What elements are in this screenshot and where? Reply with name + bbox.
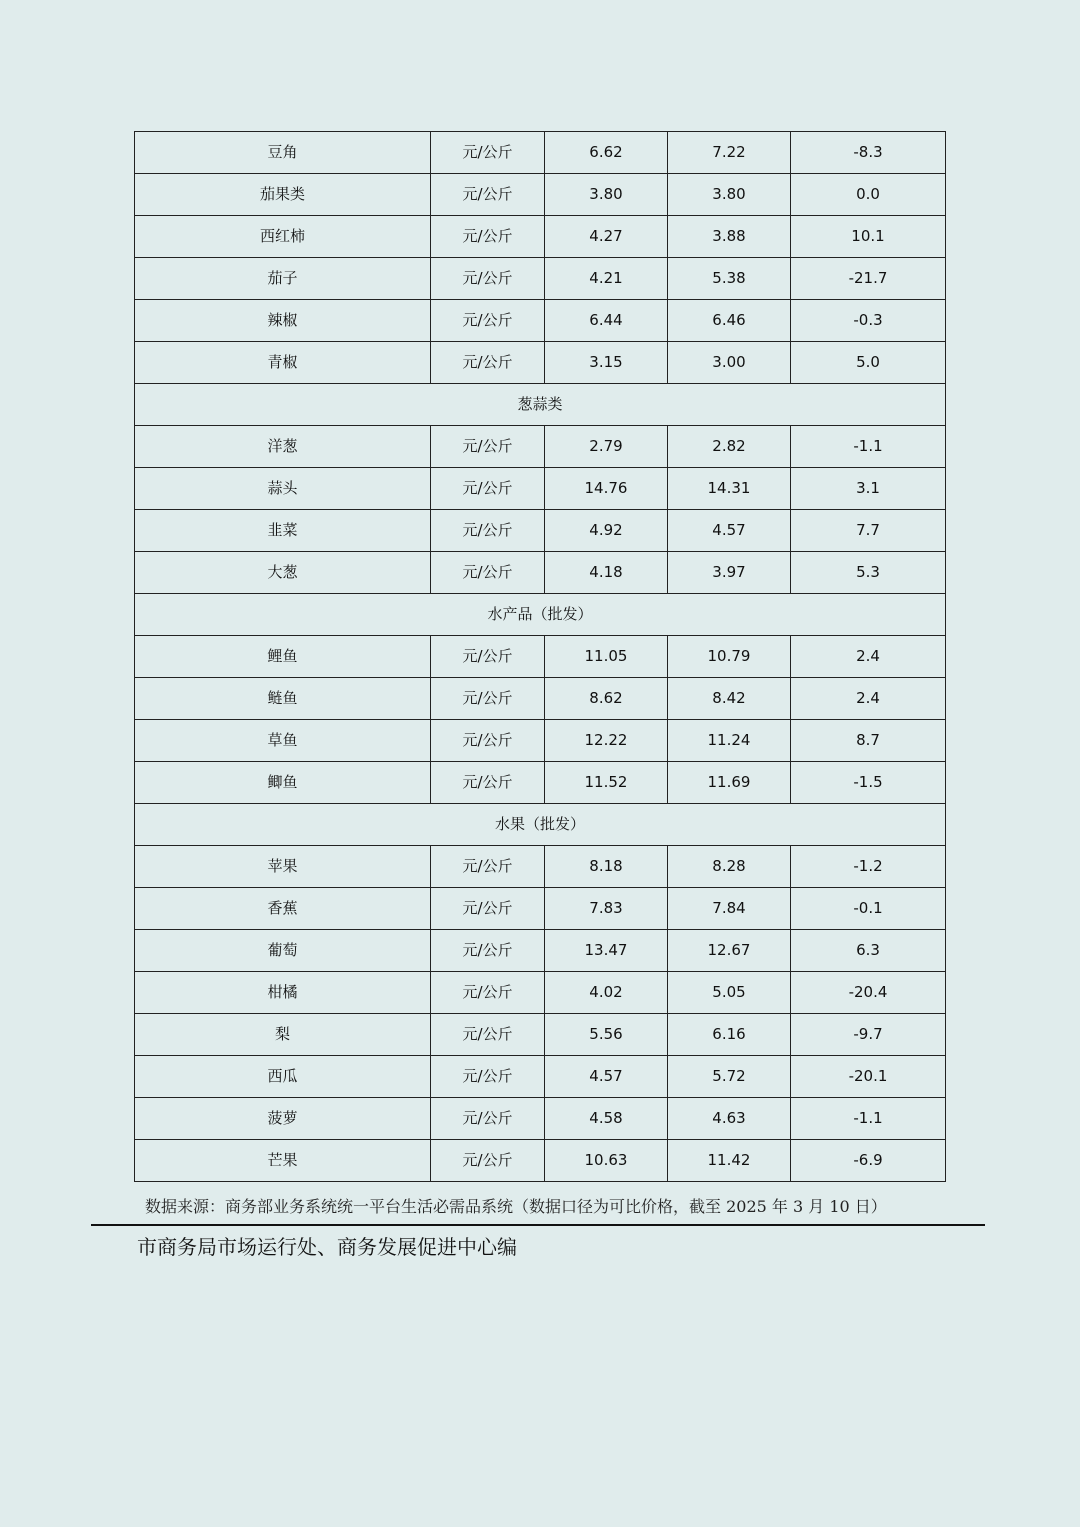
product-name-cell: 鲢鱼 [135, 678, 431, 720]
change-percent-cell: 0.0 [791, 174, 946, 216]
product-name-cell: 鲤鱼 [135, 636, 431, 678]
unit-cell: 元/公斤 [431, 720, 545, 762]
table-row [135, 300, 946, 342]
current-price-cell: 8.18 [545, 846, 668, 888]
current-price-cell: 6.44 [545, 300, 668, 342]
previous-price-cell: 3.80 [668, 174, 791, 216]
product-name-cell: 芒果 [135, 1140, 431, 1182]
unit-cell: 元/公斤 [431, 132, 545, 174]
change-percent-cell: 6.3 [791, 930, 946, 972]
table-row [135, 426, 946, 468]
unit-cell: 元/公斤 [431, 1140, 545, 1182]
previous-price-cell: 3.88 [668, 216, 791, 258]
table-row [135, 132, 946, 174]
table-row [135, 468, 946, 510]
unit-cell: 元/公斤 [431, 1014, 545, 1056]
change-percent-cell: -0.3 [791, 300, 946, 342]
product-name-cell: 菠萝 [135, 1098, 431, 1140]
unit-cell: 元/公斤 [431, 930, 545, 972]
product-name-cell: 辣椒 [135, 300, 431, 342]
unit-cell: 元/公斤 [431, 258, 545, 300]
table-row [135, 1140, 946, 1182]
data-source-note: 数据来源：商务部业务系统统一平台生活必需品系统（数据口径为可比价格，截至 2025 年 3 月 10 日） [145, 1197, 887, 1216]
change-percent-cell: 8.7 [791, 720, 946, 762]
unit-cell: 元/公斤 [431, 174, 545, 216]
previous-price-cell: 14.31 [668, 468, 791, 510]
change-percent-cell: 5.3 [791, 552, 946, 594]
change-percent-cell: 2.4 [791, 678, 946, 720]
previous-price-cell: 5.72 [668, 1056, 791, 1098]
change-percent-cell: -20.4 [791, 972, 946, 1014]
current-price-cell: 8.62 [545, 678, 668, 720]
table-row [135, 342, 946, 384]
unit-cell: 元/公斤 [431, 510, 545, 552]
current-price-cell: 2.79 [545, 426, 668, 468]
current-price-cell: 14.76 [545, 468, 668, 510]
change-percent-cell: -6.9 [791, 1140, 946, 1182]
unit-cell: 元/公斤 [431, 678, 545, 720]
current-price-cell: 4.57 [545, 1056, 668, 1098]
category-row [135, 594, 946, 636]
previous-price-cell: 6.46 [668, 300, 791, 342]
current-price-cell: 4.21 [545, 258, 668, 300]
unit-cell: 元/公斤 [431, 468, 545, 510]
table-row [135, 216, 946, 258]
change-percent-cell: -21.7 [791, 258, 946, 300]
category-row [135, 384, 946, 426]
price-table-body [135, 132, 946, 1182]
change-percent-cell: 2.4 [791, 636, 946, 678]
product-name-cell: 草鱼 [135, 720, 431, 762]
previous-price-cell: 3.97 [668, 552, 791, 594]
previous-price-cell: 10.79 [668, 636, 791, 678]
table-row [135, 846, 946, 888]
footer-divider [91, 1224, 985, 1226]
current-price-cell: 12.22 [545, 720, 668, 762]
current-price-cell: 3.15 [545, 342, 668, 384]
product-name-cell: 鲫鱼 [135, 762, 431, 804]
current-price-cell: 3.80 [545, 174, 668, 216]
previous-price-cell: 4.57 [668, 510, 791, 552]
product-name-cell: 茄果类 [135, 174, 431, 216]
current-price-cell: 4.58 [545, 1098, 668, 1140]
product-name-cell: 西瓜 [135, 1056, 431, 1098]
change-percent-cell: -1.1 [791, 1098, 946, 1140]
current-price-cell: 4.18 [545, 552, 668, 594]
product-name-cell: 洋葱 [135, 426, 431, 468]
table-row [135, 1014, 946, 1056]
table-row [135, 552, 946, 594]
current-price-cell: 7.83 [545, 888, 668, 930]
previous-price-cell: 6.16 [668, 1014, 791, 1056]
product-name-cell: 茄子 [135, 258, 431, 300]
unit-cell: 元/公斤 [431, 972, 545, 1014]
product-name-cell: 苹果 [135, 846, 431, 888]
category-label: 葱蒜类 [135, 384, 946, 426]
current-price-cell: 10.63 [545, 1140, 668, 1182]
change-percent-cell: -1.1 [791, 426, 946, 468]
product-name-cell: 西红柿 [135, 216, 431, 258]
previous-price-cell: 8.42 [668, 678, 791, 720]
previous-price-cell: 11.42 [668, 1140, 791, 1182]
change-percent-cell: 5.0 [791, 342, 946, 384]
table-row [135, 636, 946, 678]
unit-cell: 元/公斤 [431, 216, 545, 258]
change-percent-cell: -20.1 [791, 1056, 946, 1098]
table-row [135, 762, 946, 804]
unit-cell: 元/公斤 [431, 636, 545, 678]
editor-credit: 市商务局市场运行处、商务发展促进中心编 [137, 1235, 517, 1259]
previous-price-cell: 5.05 [668, 972, 791, 1014]
category-label: 水果（批发） [135, 804, 946, 846]
table-row [135, 930, 946, 972]
change-percent-cell: 3.1 [791, 468, 946, 510]
current-price-cell: 11.52 [545, 762, 668, 804]
current-price-cell: 4.92 [545, 510, 668, 552]
change-percent-cell: 7.7 [791, 510, 946, 552]
unit-cell: 元/公斤 [431, 552, 545, 594]
change-percent-cell: -0.1 [791, 888, 946, 930]
table-row [135, 888, 946, 930]
unit-cell: 元/公斤 [431, 1098, 545, 1140]
current-price-cell: 4.27 [545, 216, 668, 258]
change-percent-cell: -9.7 [791, 1014, 946, 1056]
product-name-cell: 大葱 [135, 552, 431, 594]
category-row [135, 804, 946, 846]
previous-price-cell: 5.38 [668, 258, 791, 300]
current-price-cell: 11.05 [545, 636, 668, 678]
product-name-cell: 柑橘 [135, 972, 431, 1014]
category-label: 水产品（批发） [135, 594, 946, 636]
previous-price-cell: 2.82 [668, 426, 791, 468]
previous-price-cell: 8.28 [668, 846, 791, 888]
product-name-cell: 香蕉 [135, 888, 431, 930]
table-row [135, 510, 946, 552]
table-row [135, 258, 946, 300]
product-name-cell: 蒜头 [135, 468, 431, 510]
product-name-cell: 梨 [135, 1014, 431, 1056]
product-name-cell: 青椒 [135, 342, 431, 384]
table-row [135, 174, 946, 216]
previous-price-cell: 7.22 [668, 132, 791, 174]
change-percent-cell: 10.1 [791, 216, 946, 258]
previous-price-cell: 7.84 [668, 888, 791, 930]
table-row [135, 1056, 946, 1098]
unit-cell: 元/公斤 [431, 888, 545, 930]
change-percent-cell: -8.3 [791, 132, 946, 174]
unit-cell: 元/公斤 [431, 426, 545, 468]
price-table [134, 131, 946, 1182]
current-price-cell: 5.56 [545, 1014, 668, 1056]
table-row [135, 1098, 946, 1140]
current-price-cell: 4.02 [545, 972, 668, 1014]
previous-price-cell: 11.69 [668, 762, 791, 804]
current-price-cell: 6.62 [545, 132, 668, 174]
product-name-cell: 韭菜 [135, 510, 431, 552]
table-row [135, 720, 946, 762]
product-name-cell: 葡萄 [135, 930, 431, 972]
previous-price-cell: 3.00 [668, 342, 791, 384]
table-row [135, 678, 946, 720]
unit-cell: 元/公斤 [431, 300, 545, 342]
unit-cell: 元/公斤 [431, 342, 545, 384]
change-percent-cell: -1.5 [791, 762, 946, 804]
previous-price-cell: 4.63 [668, 1098, 791, 1140]
unit-cell: 元/公斤 [431, 762, 545, 804]
previous-price-cell: 11.24 [668, 720, 791, 762]
current-price-cell: 13.47 [545, 930, 668, 972]
table-row [135, 972, 946, 1014]
previous-price-cell: 12.67 [668, 930, 791, 972]
unit-cell: 元/公斤 [431, 846, 545, 888]
unit-cell: 元/公斤 [431, 1056, 545, 1098]
product-name-cell: 豆角 [135, 132, 431, 174]
change-percent-cell: -1.2 [791, 846, 946, 888]
